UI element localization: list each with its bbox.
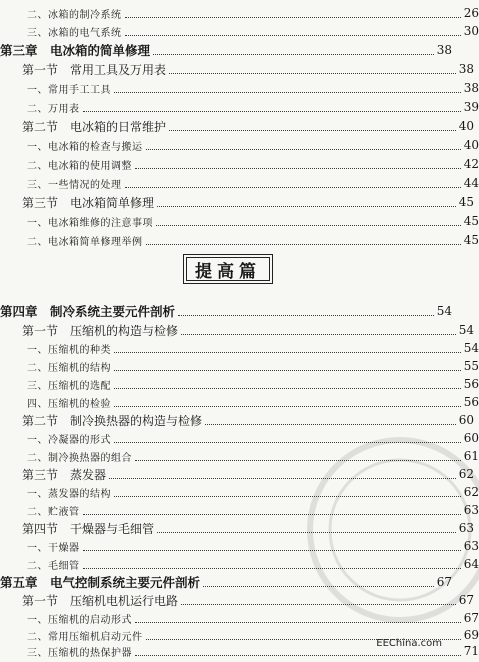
toc-entry-page: 54	[463, 341, 479, 355]
toc-entry-page: 67	[463, 611, 479, 625]
toc-entry-page: 44	[463, 176, 479, 190]
toc-entry-page: 61	[463, 449, 479, 463]
toc-entry-page: 39	[463, 100, 479, 114]
toc-entry-label: 一、蒸发器的结构	[27, 488, 111, 500]
toc-entry-page: 60	[458, 413, 474, 427]
leader-dots	[153, 54, 434, 55]
leader-dots	[114, 406, 461, 407]
toc-entry-label: 一、干燥器	[27, 542, 80, 554]
toc-entry-label: 一、常用手工工具	[27, 84, 111, 96]
leader-dots	[156, 225, 461, 226]
toc-entry-label: 一、电冰箱维修的注意事项	[27, 217, 153, 229]
toc-entry-page: 63	[458, 521, 474, 535]
toc-section-label: 第一节 常用工具及万用表	[22, 62, 167, 77]
leader-dots	[181, 334, 456, 335]
toc-section-label: 第二节 电冰箱的日常维护	[22, 119, 167, 134]
toc-entry-page: 69	[463, 628, 479, 642]
toc-entry-page: 63	[463, 503, 479, 517]
toc-entry-label: 二、常用压缩机启动元件	[27, 631, 143, 643]
leader-dots	[178, 315, 434, 316]
seal-watermark-icon	[300, 410, 450, 650]
toc-entry-label: 一、电冰箱的检查与搬运	[27, 141, 143, 153]
toc-entry-page: 56	[463, 377, 479, 391]
part-banner	[183, 254, 273, 284]
leader-dots	[114, 370, 461, 371]
leader-dots	[125, 17, 461, 18]
toc-entry-page: 42	[463, 157, 479, 171]
toc-entry[interactable]	[0, 229, 479, 251]
leader-dots	[125, 187, 461, 188]
toc-entry-page: 45	[463, 214, 479, 228]
toc-entry-label: 二、压缩机的结构	[27, 362, 111, 374]
leader-dots	[114, 388, 461, 389]
leader-dots	[114, 352, 461, 353]
toc-entry-label: 一、冷凝器的形式	[27, 434, 111, 446]
toc-section-label: 第三节 蒸发器	[22, 467, 107, 482]
toc-entry-label: 二、贮液管	[27, 506, 80, 518]
leader-dots	[146, 244, 461, 245]
toc-entry-page: 64	[463, 557, 479, 571]
toc-entry-page: 38	[463, 81, 479, 95]
toc-entry-label: 三、一些情况的处理	[27, 179, 122, 191]
toc-entry-page: 38	[458, 62, 474, 76]
toc-entry-page: 54	[458, 323, 474, 337]
toc-chapter-label: 第四章 制冷系统主要元件剖析	[0, 304, 176, 319]
toc-entry-label: 二、毛细管	[27, 560, 80, 572]
toc-entry-page: 30	[463, 24, 479, 38]
toc-entry-page: 40	[463, 138, 479, 152]
toc-entry-label: 三、压缩机的热保护器	[27, 647, 132, 659]
toc-section-label: 第二节 制冷换热器的构造与检修	[22, 413, 203, 428]
leader-dots	[135, 168, 461, 169]
toc-entry-label: 二、制冷换热器的组合	[27, 452, 132, 464]
toc-section-label: 第一节 压缩机电机运行电路	[22, 593, 179, 608]
toc-section-label: 第三节 电冰箱简单修理	[22, 195, 155, 210]
toc-section-label: 第一节 压缩机的构造与检修	[22, 323, 179, 338]
leader-dots	[146, 149, 461, 150]
site-watermark: EEChina.com	[376, 638, 442, 649]
toc-chapter-label: 第五章 电气控制系统主要元件剖析	[0, 575, 201, 590]
leader-dots	[114, 92, 461, 93]
leader-dots	[135, 655, 461, 656]
toc-entry-page: 54	[436, 304, 452, 318]
toc-chapter-label: 第三章 电冰箱的简单修理	[0, 43, 151, 58]
part-banner-title: 提高篇	[195, 261, 261, 282]
toc-entry-label: 二、冰箱的制冷系统	[27, 9, 122, 21]
toc-entry-page: 38	[436, 43, 452, 57]
toc-entry-page: 40	[458, 119, 474, 133]
toc-entry-page: 60	[463, 431, 479, 445]
leader-dots	[125, 35, 461, 36]
toc-entry-page: 62	[458, 467, 474, 481]
toc-section-label: 第四节 干燥器与毛细管	[22, 521, 155, 536]
leader-dots	[157, 206, 456, 207]
toc-entry-label: 二、电冰箱简单修理举例	[27, 236, 143, 248]
toc-entry-page: 45	[458, 195, 474, 209]
toc-entry-label: 三、压缩机的选配	[27, 380, 111, 392]
leader-dots	[169, 130, 456, 131]
toc-entry-page: 56	[463, 395, 479, 409]
toc-entry-label: 一、压缩机的种类	[27, 344, 111, 356]
toc-entry-page: 67	[436, 575, 452, 589]
toc-entry-page: 71	[463, 644, 479, 658]
leader-dots	[83, 111, 461, 112]
toc-entry-label: 一、压缩机的启动形式	[27, 614, 132, 626]
toc-entry-label: 二、万用表	[27, 103, 80, 115]
toc-entry-page: 62	[463, 485, 479, 499]
toc-entry-page: 45	[463, 233, 479, 247]
toc-entry-page: 67	[458, 593, 474, 607]
toc-entry-label: 三、冰箱的电气系统	[27, 27, 122, 39]
toc-entry-label: 四、压缩机的检验	[27, 398, 111, 410]
leader-dots	[169, 73, 456, 74]
toc-entry-label: 二、电冰箱的使用调整	[27, 160, 132, 172]
toc-entry-page: 26	[463, 6, 479, 20]
toc-entry-page: 63	[463, 539, 479, 553]
toc-entry-page: 55	[463, 359, 479, 373]
